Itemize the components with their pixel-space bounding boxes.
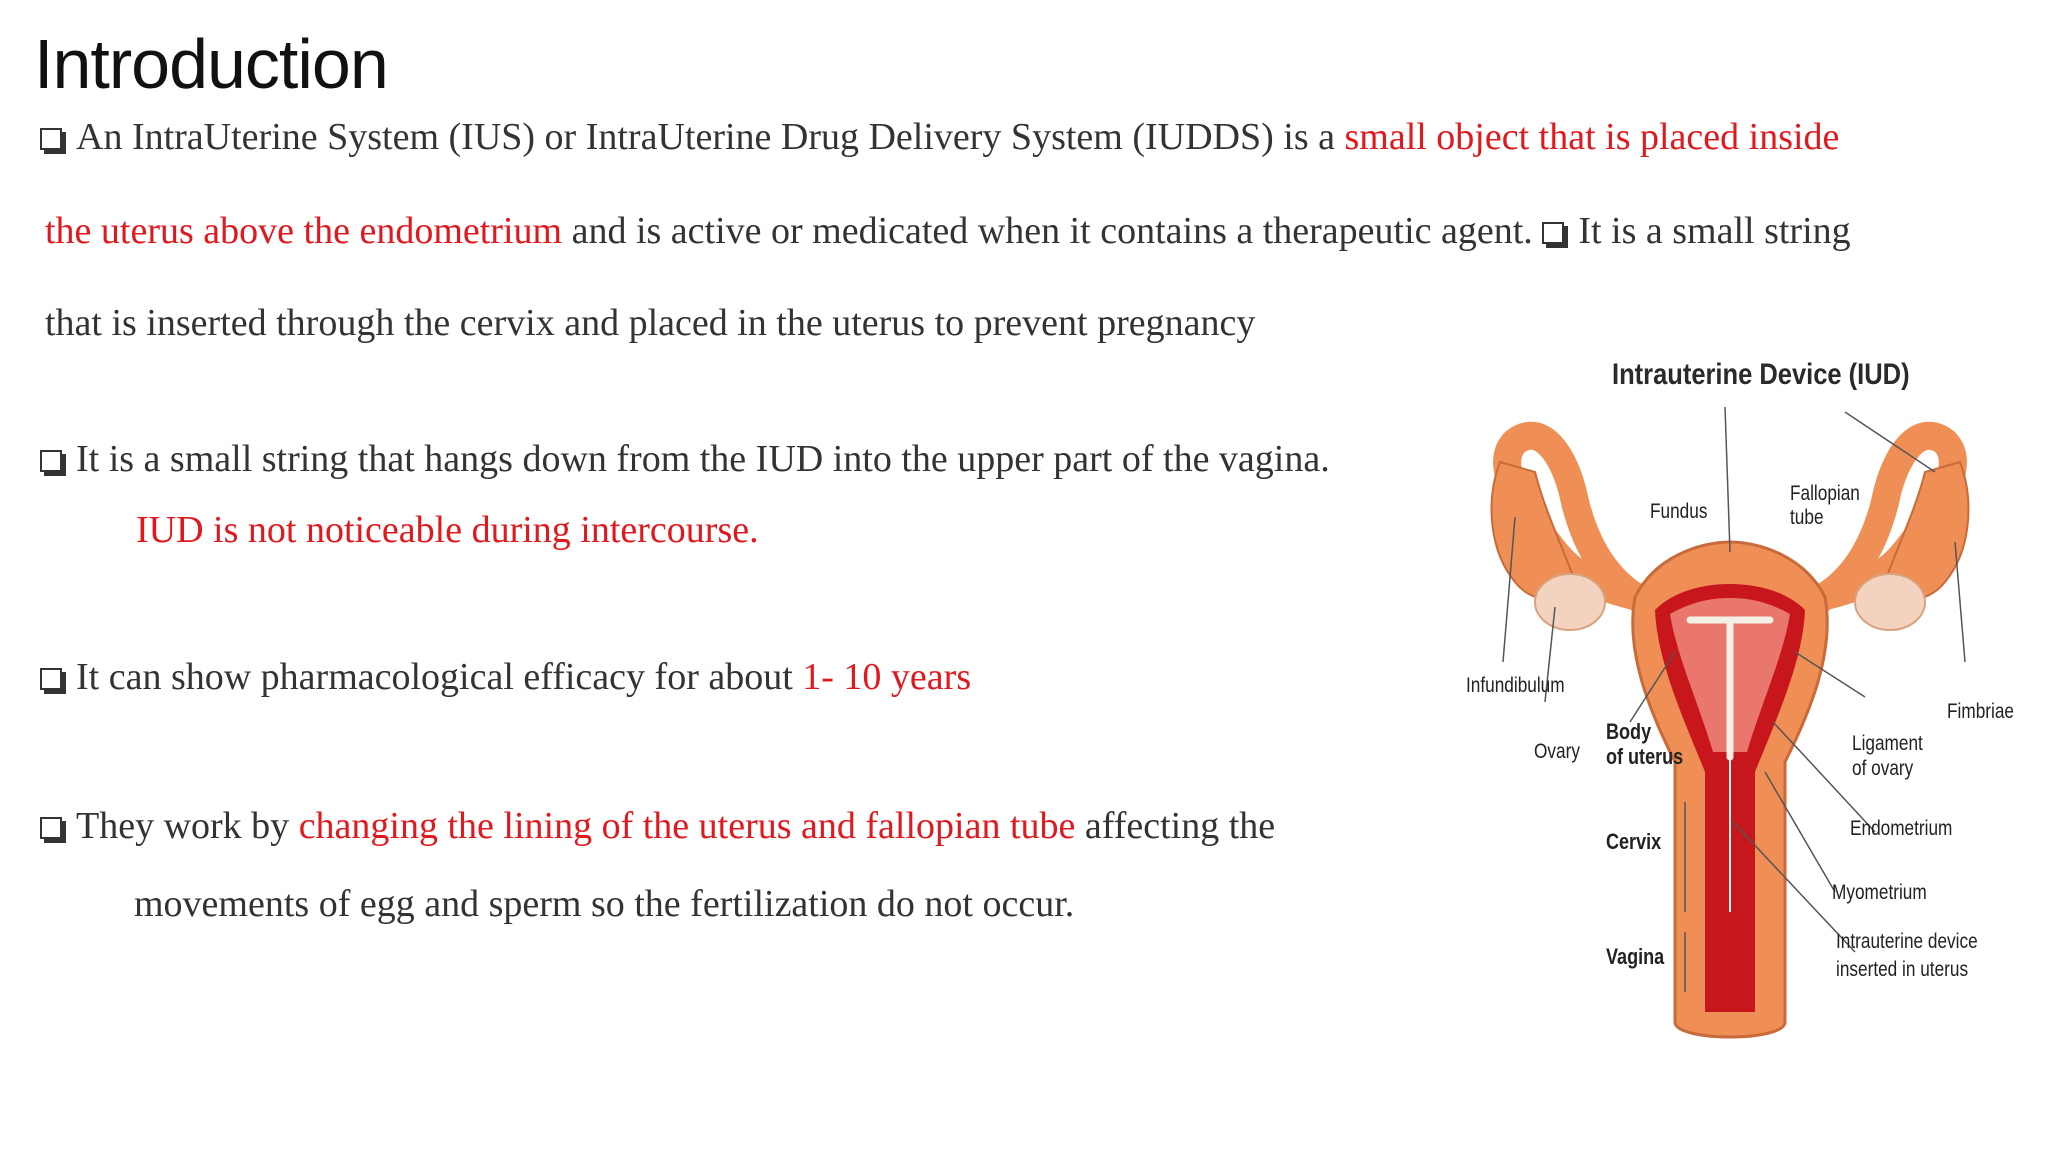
- ovary-right: [1855, 574, 1925, 630]
- text-span: An IntraUterine System (IUS) or IntraUterine Drug Delivery System (IUDDS) is a: [76, 116, 1345, 158]
- bullet-icon: [40, 128, 62, 150]
- label-fundus: Fundus: [1650, 500, 1708, 523]
- text-span: and is active or medicated when it contains a therapeutic agent.: [562, 210, 1543, 252]
- label-myometrium: Myometrium: [1832, 881, 1927, 904]
- label-body-1: Body: [1606, 719, 1652, 744]
- label-ligament-2: of ovary: [1852, 757, 1914, 780]
- highlight-text: changing the lining of the uterus and fallopian tube: [298, 805, 1076, 847]
- text-span: They work by: [76, 805, 299, 847]
- bullet-icon: [40, 450, 62, 472]
- paragraph-4-line-2: [134, 881, 1074, 927]
- label-fimbriae: Fimbriae: [1947, 700, 2014, 723]
- label-vagina: Vagina: [1606, 944, 1665, 969]
- label-ligament-1: Ligament: [1852, 732, 1923, 755]
- bullet-icon: [40, 668, 62, 690]
- text-span: It is a small string: [1578, 210, 1851, 252]
- label-iud-2: inserted in uterus: [1836, 958, 1969, 981]
- label-infundibulum: Infundibulum: [1466, 674, 1565, 697]
- paragraph-2-line-2: [136, 507, 759, 553]
- bullet-icon: [1542, 222, 1564, 244]
- highlight-text: small object that is placed inside: [1344, 116, 1840, 158]
- highlight-text: 1- 10 years: [802, 656, 972, 698]
- text-span: It can show pharmacological efficacy for about: [76, 656, 803, 698]
- paragraph-4-line-1: [40, 803, 1275, 849]
- paragraph-1-line-1: [40, 114, 1839, 160]
- label-ovary: Ovary: [1534, 740, 1580, 763]
- paragraph-1-line-2: [45, 208, 1851, 254]
- text-span: affecting the: [1075, 805, 1276, 847]
- text-span: movements of egg and sperm so the fertilization do not occur.: [134, 883, 1075, 925]
- label-body-2: of uterus: [1606, 744, 1684, 769]
- bullet-icon: [40, 817, 62, 839]
- paragraph-1-line-3: [45, 300, 1255, 346]
- text-span: It is a small string that hangs down from the IUD into the upper part of the vagina.: [76, 438, 1330, 480]
- label-fallopian-2: tube: [1790, 506, 1824, 529]
- paragraph-2-line-1: [40, 436, 1330, 482]
- paragraph-3: [40, 654, 971, 700]
- figure-title: Intrauterine Device (IUD): [1612, 358, 1910, 391]
- label-fallopian-1: Fallopian: [1790, 482, 1860, 505]
- label-iud-1: Intrauterine device: [1836, 930, 1978, 953]
- text-span: that is inserted through the cervix and placed in the uterus to prevent pregnancy: [45, 302, 1256, 344]
- label-cervix: Cervix: [1606, 829, 1662, 854]
- highlight-text: the uterus above the endometrium: [45, 210, 563, 252]
- ovary-left: [1535, 574, 1605, 630]
- highlight-text: IUD is not noticeable during intercourse.: [136, 509, 759, 551]
- label-endometrium: Endometrium: [1850, 817, 1953, 840]
- page-title: Introduction: [34, 25, 388, 103]
